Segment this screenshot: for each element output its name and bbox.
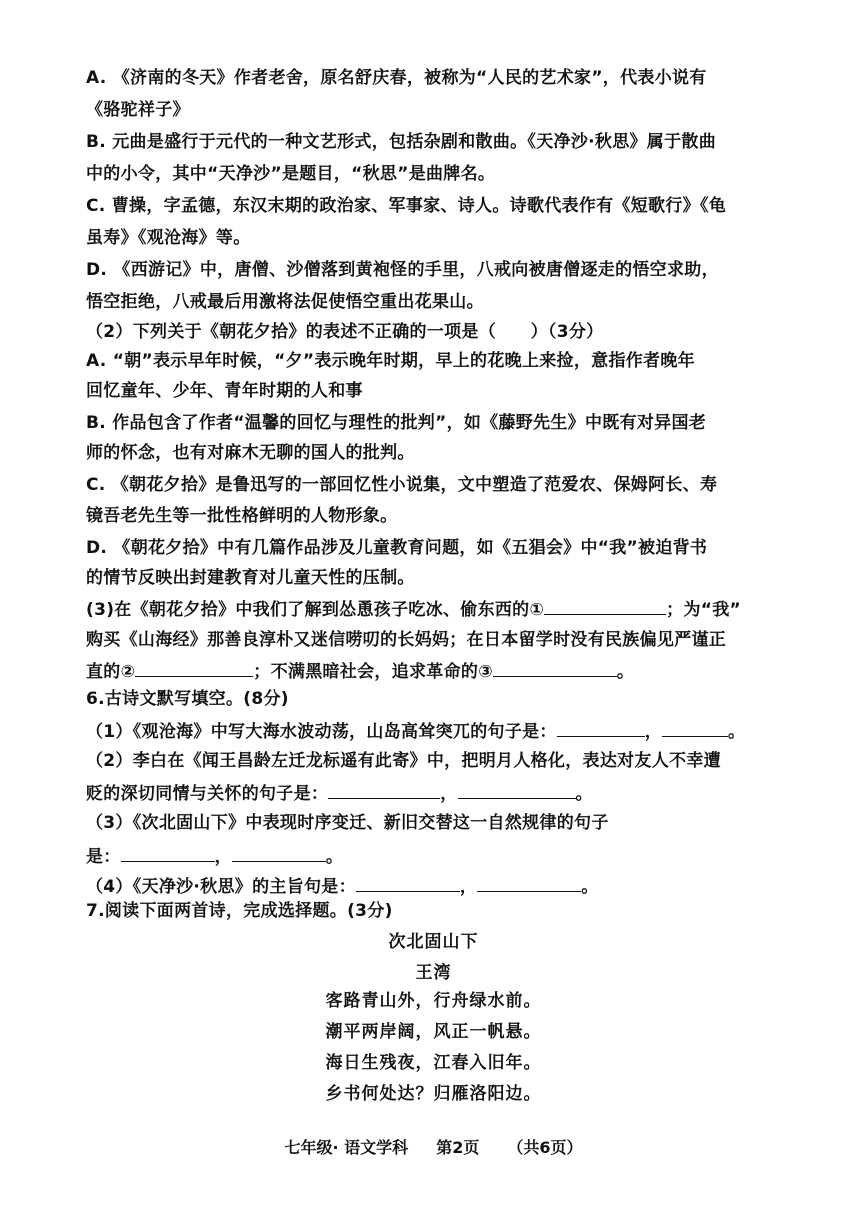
q6-4-text: （4）《天净沙·秋思》的主旨句是：: [86, 877, 356, 897]
q5-1-option-b-line1: B. 元曲是盛行于元代的一种文艺形式，包括杂剧和散曲。《天净沙·秋思》属于散曲: [86, 132, 716, 152]
answer-blank-3[interactable]: [493, 660, 617, 677]
q6-3-line2: [86, 845, 343, 868]
q5-1-option-c-line2: 虽寿》《观沧海》等。: [86, 228, 251, 248]
answer-blank-6-4a[interactable]: [356, 875, 460, 892]
answer-blank-6-1b[interactable]: [662, 720, 728, 737]
q5-2-option-d-line1: D. 《朝花夕拾》中有几篇作品涉及儿童教育问题，如《五猖会》中“我”被迫背书: [86, 538, 708, 558]
q5-3-line1: [86, 598, 741, 621]
q6-4-line: [86, 875, 599, 898]
poem-line: 海日生残夜，江春入旧年。: [325, 1053, 542, 1073]
answer-blank-6-2b[interactable]: [458, 782, 576, 799]
q5-3-text-5: 。: [616, 662, 635, 682]
comma: ，: [440, 784, 458, 804]
q6-3-text: 是：: [86, 847, 121, 867]
q7-title: 7.阅读下面两首诗，完成选择题。(3分): [86, 901, 393, 921]
q5-2-option-a-line2: 回忆童年、少年、青年时期的人和事: [86, 381, 363, 401]
q6-2-line1: （2）李白在《闻王昌龄左迁龙标遥有此寄》中，把明月人格化，表达对友人不幸遭: [86, 751, 721, 771]
q5-1-option-a-line2: 《骆驼祥子》: [86, 100, 190, 120]
q5-2-option-b-line1: B. 作品包含了作者“温馨的回忆与理性的批判”，如《藤野先生》中既有对异国老: [86, 413, 707, 433]
q5-2-option-d-line2: 的情节反映出封建教育对儿童天性的压制。: [86, 568, 415, 588]
comma: ，: [214, 847, 232, 867]
q5-2-option-c-line1: C. 《朝花夕拾》是鲁迅写的一部回忆性小说集，文中塑造了范爱农、保姆阿长、寿: [86, 475, 718, 495]
q5-2-option-b-line2: 师的怀念，也有对麻木无聊的国人的批判。: [86, 443, 415, 463]
footer-total-pages: （共6页）: [507, 1138, 583, 1157]
period: 。: [325, 847, 344, 867]
answer-blank-1[interactable]: [544, 598, 666, 615]
q5-3-line3: [86, 660, 634, 683]
q6-1-text: （1）《观沧海》中写大海水波动荡，山岛高耸突兀的句子是：: [86, 722, 557, 742]
comma: ，: [459, 877, 478, 897]
q6-2-text: 贬的深切同情与关怀的句子是：: [86, 784, 329, 804]
q5-1-option-a-line1: A. 《济南的冬天》作者老舍，原名舒庆春，被称为“人民的艺术家”，代表小说有: [86, 68, 707, 88]
poem-title: 次北固山下: [388, 932, 479, 952]
q5-1-option-c-line1: C. 曹操，字孟德，东汉末期的政治家、军事家、诗人。诗歌代表作有《短歌行》《龟: [86, 196, 727, 216]
q6-1-line: [86, 720, 745, 743]
answer-blank-6-3a[interactable]: [121, 845, 215, 862]
q5-3-text-2: ；为“我”: [666, 600, 742, 620]
poem-line: 潮平两岸阔，风正一帆悬。: [325, 1022, 542, 1042]
answer-blank-6-1a[interactable]: [557, 720, 645, 737]
page-footer: [0, 1137, 867, 1159]
poem-author: 王湾: [415, 963, 452, 983]
q6-3-line1: （3）《次北固山下》中表现时序变迁、新旧交替这一自然规律的句子: [86, 813, 609, 833]
q5-1-option-d-line1: D. 《西游记》中，唐僧、沙僧落到黄袍怪的手里，八戒向被唐僧逐走的悟空求助，: [86, 260, 719, 280]
answer-blank-2[interactable]: [135, 660, 253, 677]
poem-line: 客路青山外，行舟绿水前。: [325, 991, 542, 1011]
poem-line: 乡书何处达？归雁洛阳边。: [325, 1084, 542, 1104]
q5-1-option-d-line2: 悟空拒绝，八戒最后用激将法促使悟空重出花果山。: [86, 292, 484, 312]
period: 。: [728, 722, 746, 742]
footer-subject: 七年级· 语文学科: [284, 1138, 409, 1157]
q5-2-option-a-line1: A. “朝”表示早年时候，“夕”表示晚年时期，早上的花晚上来捡，意指作者晚年: [86, 351, 695, 371]
period: 。: [575, 784, 593, 804]
q5-3-text-4: ；不满黑暗社会，追求革命的③: [253, 662, 493, 682]
q5-3-text-3: 直的②: [86, 662, 136, 682]
q6-title: 6.古诗文默写填空。(8分): [86, 689, 289, 709]
q5-2-stem: （2）下列关于《朝花夕拾》的表述不正确的一项是（ ）（3分）: [86, 322, 604, 342]
q5-2-option-c-line2: 镜吾老先生等一批性格鲜明的人物形象。: [86, 506, 398, 526]
q5-1-option-b-line2: 中的小令，其中“天净沙”是题目，“秋思”是曲牌名。: [86, 164, 496, 184]
q6-2-line2: [86, 782, 593, 805]
comma: ，: [644, 722, 663, 742]
answer-blank-6-4b[interactable]: [477, 875, 581, 892]
answer-blank-6-3b[interactable]: [232, 845, 326, 862]
period: 。: [581, 877, 599, 897]
answer-blank-6-2a[interactable]: [328, 782, 440, 799]
footer-page-number: 第2页: [436, 1138, 480, 1157]
q5-3-line2: 购买《山海经》那善良淳朴又迷信唠叨的长妈妈；在日本留学时没有民族偏见严谨正: [86, 630, 727, 650]
q5-3-text-1: (3)在《朝花夕拾》中我们了解到怂恿孩子吃冰、偷东西的①: [86, 600, 545, 620]
